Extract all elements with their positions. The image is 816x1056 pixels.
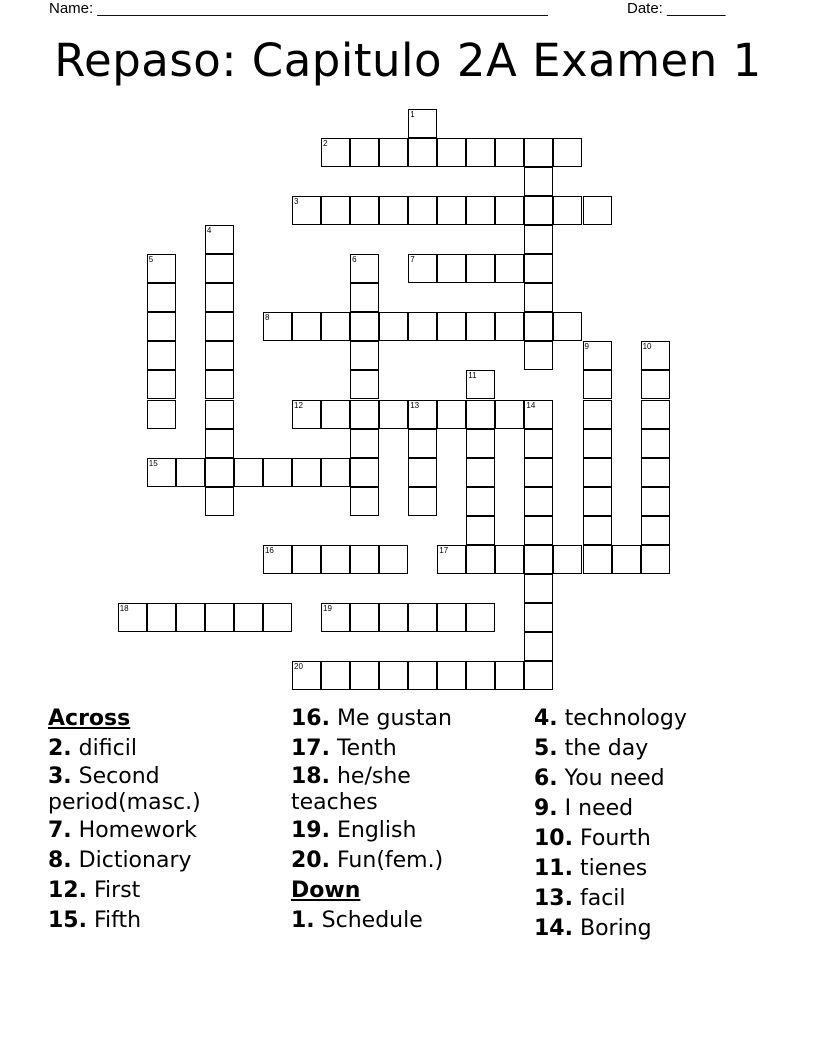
crossword-cell[interactable] xyxy=(641,400,670,429)
crossword-cell[interactable] xyxy=(524,661,553,690)
clue-across-item xyxy=(291,704,452,734)
crossword-cell[interactable] xyxy=(205,283,234,312)
crossword-cell[interactable] xyxy=(583,341,612,370)
crossword-cell[interactable] xyxy=(466,458,495,487)
clue-text: I need xyxy=(564,796,634,821)
clue-text: facil xyxy=(579,886,626,911)
crossword-cell[interactable] xyxy=(524,487,553,516)
crossword-cell[interactable] xyxy=(524,574,553,603)
date-label: Date: xyxy=(627,0,663,17)
crossword-cell[interactable] xyxy=(350,312,379,341)
crossword-cell[interactable] xyxy=(524,400,553,429)
clue-number: 6. xyxy=(534,766,558,791)
crossword-cell[interactable] xyxy=(321,400,350,429)
clue-number: 1. xyxy=(291,908,315,933)
clue-number: 12 xyxy=(294,400,303,410)
clue-number: 6 xyxy=(352,255,357,265)
crossword-cell[interactable] xyxy=(321,545,350,574)
clue-number: 7. xyxy=(48,818,72,843)
crossword-cell[interactable] xyxy=(437,545,466,574)
clue-text: tienes xyxy=(579,856,648,881)
clue-number: 8 xyxy=(264,313,270,323)
clue-down-item xyxy=(534,764,687,794)
clue-number: 17. xyxy=(291,736,330,761)
crossword-cell[interactable] xyxy=(205,487,234,516)
clue-down-item xyxy=(534,824,687,854)
clue-text: First xyxy=(93,878,141,903)
clue-across-item xyxy=(48,876,201,906)
clue-text: Fourth xyxy=(579,826,651,851)
crossword-cell[interactable] xyxy=(147,341,176,370)
clue-number: 8. xyxy=(48,848,72,873)
crossword-cell[interactable] xyxy=(205,370,234,399)
clue-number: 9. xyxy=(534,796,558,821)
crossword-cell[interactable] xyxy=(495,312,524,341)
crossword-cell[interactable] xyxy=(553,138,582,167)
clue-down-item xyxy=(534,734,687,764)
crossword-cell[interactable] xyxy=(321,458,350,487)
crossword-cell[interactable] xyxy=(495,545,524,574)
clue-text: technology xyxy=(564,706,687,731)
clue-number: 12. xyxy=(48,878,87,903)
clue-number: 11 xyxy=(468,371,477,381)
clue-number: 19 xyxy=(323,603,332,613)
crossword-cell[interactable] xyxy=(408,312,437,341)
crossword-cell[interactable] xyxy=(350,196,379,225)
clue-down-item xyxy=(291,906,452,936)
name-label: Name: xyxy=(49,0,94,17)
crossword-cell[interactable] xyxy=(350,661,379,690)
crossword-cell[interactable] xyxy=(263,603,292,632)
crossword-cell[interactable] xyxy=(466,545,495,574)
crossword-cell[interactable] xyxy=(350,487,379,516)
crossword-cell[interactable] xyxy=(292,312,321,341)
crossword-cell[interactable] xyxy=(524,341,553,370)
crossword-cell[interactable] xyxy=(466,429,495,458)
crossword-cell[interactable] xyxy=(321,138,350,167)
crossword-cell[interactable] xyxy=(205,603,234,632)
clues-column-3 xyxy=(534,704,687,944)
crossword-cell[interactable] xyxy=(292,458,321,487)
clue-number: 15. xyxy=(48,908,87,933)
crossword-cell[interactable] xyxy=(583,429,612,458)
crossword-cell[interactable] xyxy=(553,312,582,341)
clue-text: dificil xyxy=(78,736,137,761)
clue-text-continued: teaches xyxy=(291,790,378,815)
crossword-cell[interactable] xyxy=(641,516,670,545)
clue-number: 13. xyxy=(534,886,573,911)
clue-down-item xyxy=(534,914,687,944)
crossword-cell[interactable] xyxy=(147,254,176,283)
crossword-cell[interactable] xyxy=(234,458,263,487)
clue-across-item xyxy=(291,764,452,816)
clue-number: 10. xyxy=(534,826,573,851)
clue-number: 10 xyxy=(642,342,652,352)
clue-number: 4 xyxy=(206,226,212,236)
clue-text: English xyxy=(336,818,417,843)
clue-across-item xyxy=(48,764,201,816)
crossword-cell[interactable] xyxy=(263,545,292,574)
crossword-cell[interactable] xyxy=(466,516,495,545)
crossword-cell[interactable] xyxy=(524,283,553,312)
clue-number: 3. xyxy=(48,764,72,789)
crossword-cell[interactable] xyxy=(350,458,379,487)
crossword-cell[interactable] xyxy=(350,603,379,632)
crossword-cell[interactable] xyxy=(205,458,234,487)
crossword-cell[interactable] xyxy=(408,109,437,138)
clue-number: 18 xyxy=(119,603,129,613)
crossword-cell[interactable] xyxy=(147,603,176,632)
crossword-cell[interactable] xyxy=(524,429,553,458)
crossword-cell[interactable] xyxy=(641,458,670,487)
crossword-cell[interactable] xyxy=(321,196,350,225)
crossword-cell[interactable] xyxy=(321,603,350,632)
clue-across-item xyxy=(291,846,452,876)
crossword-cell[interactable] xyxy=(583,458,612,487)
clue-number: 20 xyxy=(294,661,303,671)
clue-number: 16. xyxy=(291,706,330,731)
crossword-cell[interactable] xyxy=(524,138,553,167)
crossword-cell[interactable] xyxy=(147,312,176,341)
crossword-cell[interactable] xyxy=(147,458,176,487)
clue-across-item xyxy=(48,816,201,846)
clue-across-item xyxy=(291,734,452,764)
clue-number: 16 xyxy=(264,545,274,555)
clues-column-1 xyxy=(48,704,201,936)
crossword-cell[interactable] xyxy=(583,196,612,225)
crossword-cell[interactable] xyxy=(408,661,437,690)
clue-number: 2 xyxy=(323,139,328,149)
crossword-cell[interactable] xyxy=(583,487,612,516)
crossword-cell[interactable] xyxy=(437,400,466,429)
crossword-cell[interactable] xyxy=(524,196,553,225)
clue-number: 9 xyxy=(584,342,589,352)
clue-across-item xyxy=(48,734,201,764)
crossword-cell[interactable] xyxy=(641,545,670,574)
crossword-cell[interactable] xyxy=(205,400,234,429)
clue-number: 13 xyxy=(410,400,420,410)
across-heading: Across xyxy=(48,706,131,731)
crossword-cell[interactable] xyxy=(292,545,321,574)
crossword-cell[interactable] xyxy=(350,370,379,399)
clue-across-item xyxy=(291,816,452,846)
crossword-cell[interactable] xyxy=(466,370,495,399)
crossword-cell[interactable] xyxy=(350,341,379,370)
crossword-cell[interactable] xyxy=(205,254,234,283)
crossword-cell[interactable] xyxy=(350,429,379,458)
clue-down-item xyxy=(534,884,687,914)
crossword-cell[interactable] xyxy=(292,400,321,429)
clue-number: 5 xyxy=(148,255,154,265)
crossword-cell[interactable] xyxy=(350,138,379,167)
crossword-cell[interactable] xyxy=(437,661,466,690)
crossword-cell[interactable] xyxy=(321,661,350,690)
down-heading: Down xyxy=(291,878,361,903)
crossword-cell[interactable] xyxy=(379,312,408,341)
clue-text: he/she xyxy=(336,764,411,789)
crossword-cell[interactable] xyxy=(118,603,147,632)
clue-down-item xyxy=(534,854,687,884)
crossword-cell[interactable] xyxy=(205,429,234,458)
clue-across-item xyxy=(48,846,201,876)
crossword-cell[interactable] xyxy=(408,138,437,167)
crossword-cell[interactable] xyxy=(350,283,379,312)
crossword-cell[interactable] xyxy=(495,400,524,429)
crossword-cell[interactable] xyxy=(147,283,176,312)
crossword-cell[interactable] xyxy=(147,400,176,429)
clue-number: 17 xyxy=(439,545,449,555)
crossword-cell[interactable] xyxy=(524,225,553,254)
clue-text: Dictionary xyxy=(78,848,192,873)
clue-number: 14. xyxy=(534,916,573,941)
crossword-cell[interactable] xyxy=(379,138,408,167)
clue-number: 20. xyxy=(291,848,330,873)
crossword-cell[interactable] xyxy=(437,138,466,167)
crossword-cell[interactable] xyxy=(466,312,495,341)
crossword-cell[interactable] xyxy=(379,196,408,225)
crossword-cell[interactable] xyxy=(583,400,612,429)
crossword-cell[interactable] xyxy=(147,370,176,399)
crossword-cell[interactable] xyxy=(263,458,292,487)
clue-across-item xyxy=(48,906,201,936)
crossword-cell[interactable] xyxy=(205,225,234,254)
crossword-cell[interactable] xyxy=(466,400,495,429)
crossword-cell[interactable] xyxy=(292,196,321,225)
clue-number: 15 xyxy=(148,458,158,468)
name-line[interactable]: ______________________________________________________ xyxy=(97,0,548,17)
crossword-cell[interactable] xyxy=(524,254,553,283)
page-title: Repaso: Capitulo 2A Examen 1 xyxy=(54,34,762,87)
crossword-cell[interactable] xyxy=(524,516,553,545)
clue-number: 1 xyxy=(410,110,415,119)
clue-text: Second xyxy=(78,764,160,789)
crossword-cell[interactable] xyxy=(524,458,553,487)
crossword-cell[interactable] xyxy=(205,312,234,341)
crossword-cell[interactable] xyxy=(583,516,612,545)
clue-text: Me gustan xyxy=(336,706,452,731)
crossword-cell[interactable] xyxy=(466,661,495,690)
crossword-cell[interactable] xyxy=(612,545,641,574)
clue-number: 4. xyxy=(534,706,558,731)
clue-text: Boring xyxy=(579,916,652,941)
crossword-cell[interactable] xyxy=(437,603,466,632)
crossword-cell[interactable] xyxy=(466,603,495,632)
clues-column-2 xyxy=(291,704,452,936)
crossword-cell[interactable] xyxy=(583,370,612,399)
crossword-cell[interactable] xyxy=(408,196,437,225)
crossword-cell[interactable] xyxy=(379,545,408,574)
clue-number: 3 xyxy=(294,197,299,207)
crossword-cell[interactable] xyxy=(176,458,205,487)
clue-number: 18. xyxy=(291,764,330,789)
clue-number: 5. xyxy=(534,736,558,761)
crossword-cell[interactable] xyxy=(553,545,582,574)
crossword-cell[interactable] xyxy=(524,632,553,661)
clue-number: 7 xyxy=(410,255,415,265)
crossword-cell[interactable] xyxy=(524,312,553,341)
crossword-cell[interactable] xyxy=(641,487,670,516)
crossword-cell[interactable] xyxy=(524,545,553,574)
clue-text: Homework xyxy=(78,818,197,843)
clue-number: 19. xyxy=(291,818,330,843)
crossword-cell[interactable] xyxy=(553,196,582,225)
crossword-cell[interactable] xyxy=(466,138,495,167)
crossword-cell[interactable] xyxy=(641,429,670,458)
crossword-cell[interactable] xyxy=(321,312,350,341)
crossword-cell[interactable] xyxy=(176,603,205,632)
clue-down-item xyxy=(534,704,687,734)
crossword-cell[interactable] xyxy=(350,400,379,429)
crossword-cell[interactable] xyxy=(408,429,437,458)
clue-number: 14 xyxy=(526,400,536,410)
crossword-cell[interactable] xyxy=(641,370,670,399)
crossword-cell[interactable] xyxy=(466,196,495,225)
crossword-cell[interactable] xyxy=(350,254,379,283)
crossword-cell[interactable] xyxy=(263,312,292,341)
clue-number: 11. xyxy=(534,856,573,881)
crossword-cell[interactable] xyxy=(205,341,234,370)
crossword-cell[interactable] xyxy=(495,196,524,225)
crossword-cell[interactable] xyxy=(583,545,612,574)
crossword-cell[interactable] xyxy=(466,487,495,516)
clue-text-continued: period(masc.) xyxy=(48,790,201,815)
clue-down-item xyxy=(534,794,687,824)
crossword-cell[interactable] xyxy=(379,661,408,690)
crossword-cell[interactable] xyxy=(408,254,437,283)
crossword-cell[interactable] xyxy=(524,167,553,196)
crossword-cell[interactable] xyxy=(495,661,524,690)
crossword-cell[interactable] xyxy=(408,458,437,487)
crossword-cell[interactable] xyxy=(495,254,524,283)
crossword-cell[interactable] xyxy=(408,400,437,429)
crossword-cell[interactable] xyxy=(495,138,524,167)
crossword-cell[interactable] xyxy=(408,487,437,516)
crossword-cell[interactable] xyxy=(234,603,263,632)
crossword-cell[interactable] xyxy=(292,661,321,690)
clue-text: Schedule xyxy=(321,908,423,933)
crossword-cell[interactable] xyxy=(437,196,466,225)
clue-text: the day xyxy=(564,736,649,761)
crossword-cell[interactable] xyxy=(466,254,495,283)
date-line[interactable]: _______ xyxy=(667,0,726,17)
clue-text: Fun(fem.) xyxy=(336,848,444,873)
clue-number: 2. xyxy=(48,736,72,761)
crossword-cell[interactable] xyxy=(379,400,408,429)
crossword-cell[interactable] xyxy=(437,312,466,341)
crossword-cell[interactable] xyxy=(379,603,408,632)
crossword-cell[interactable] xyxy=(350,545,379,574)
clue-text: Tenth xyxy=(336,736,397,761)
crossword-cell[interactable] xyxy=(408,603,437,632)
crossword-cell[interactable] xyxy=(641,341,670,370)
crossword-cell[interactable] xyxy=(437,254,466,283)
crossword-cell[interactable] xyxy=(524,603,553,632)
clue-text: You need xyxy=(564,766,665,791)
clue-text: Fifth xyxy=(93,908,142,933)
